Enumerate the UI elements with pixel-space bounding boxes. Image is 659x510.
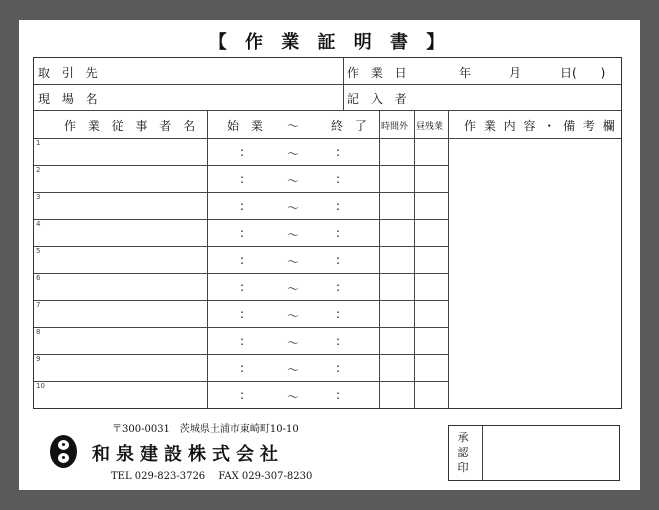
recorder-field[interactable]	[414, 86, 614, 108]
approval-stamp-area[interactable]	[485, 428, 617, 478]
start-colon: :	[240, 307, 245, 321]
day-label: 日( )	[560, 66, 606, 80]
approval-char-2: 認	[457, 446, 469, 459]
start-column-header: 始 業	[227, 119, 267, 133]
time-tilde: 〜	[287, 282, 300, 296]
divider	[34, 84, 621, 85]
certificate-table	[33, 57, 622, 409]
table-row[interactable]	[34, 219, 448, 246]
time-tilde: 〜	[287, 174, 300, 188]
end-colon: :	[336, 172, 341, 186]
time-tilde: 〜	[287, 309, 300, 323]
time-tilde: 〜	[287, 228, 300, 242]
time-tilde: 〜	[287, 255, 300, 269]
year-label: 年	[459, 66, 476, 80]
start-colon: :	[240, 334, 245, 348]
divider	[34, 110, 621, 111]
approval-char-1: 承	[457, 431, 469, 444]
document-title: 【 作 業 証 明 書 】	[208, 32, 451, 53]
table-row[interactable]	[34, 300, 448, 327]
start-colon: :	[240, 172, 245, 186]
night-column-header: 昼残業	[416, 122, 444, 132]
time-tilde: 〜	[287, 363, 300, 377]
approval-char-3: 印	[457, 461, 469, 474]
company-name: 和泉建設株式会社	[92, 444, 284, 465]
row-number: 1	[36, 139, 41, 147]
row-number: 6	[36, 274, 41, 282]
row-number: 8	[36, 328, 41, 336]
start-colon: :	[240, 388, 245, 402]
start-colon: :	[240, 361, 245, 375]
end-colon: :	[336, 307, 341, 321]
site-label: 現 場 名	[38, 92, 102, 106]
table-row[interactable]	[34, 165, 448, 192]
divider	[343, 58, 344, 110]
table-row[interactable]	[34, 327, 448, 354]
start-colon: :	[240, 226, 245, 240]
start-colon: :	[240, 145, 245, 159]
end-colon: :	[336, 280, 341, 294]
table-row[interactable]	[34, 354, 448, 381]
month-label: 月	[509, 66, 526, 80]
start-colon: :	[240, 280, 245, 294]
company-logo	[50, 435, 77, 468]
table-row[interactable]	[34, 192, 448, 219]
row-number: 7	[36, 301, 41, 309]
divider	[448, 110, 449, 408]
company-phone-fax: TEL 029-823-3726 FAX 029-307-8230	[111, 471, 313, 482]
end-column-header: 終 了	[331, 119, 371, 133]
time-tilde: 〜	[287, 390, 300, 404]
table-row[interactable]	[34, 381, 448, 408]
tilde-column-header: 〜	[287, 119, 304, 133]
table-row[interactable]	[34, 273, 448, 300]
row-number: 4	[36, 220, 41, 228]
table-row[interactable]	[34, 246, 448, 273]
client-label: 取 引 先	[38, 66, 102, 80]
overtime-column-header: 時間外	[381, 122, 409, 132]
row-number: 3	[36, 193, 41, 201]
client-field[interactable]	[104, 60, 339, 82]
divider	[482, 426, 483, 480]
end-colon: :	[336, 145, 341, 159]
work-certificate-sheet	[19, 20, 640, 490]
time-tilde: 〜	[287, 336, 300, 350]
end-colon: :	[336, 253, 341, 267]
row-number: 5	[36, 247, 41, 255]
approval-stamp-box	[448, 425, 620, 481]
row-number: 9	[36, 355, 41, 363]
row-number: 2	[36, 166, 41, 174]
worker-column-header: 作 業 従 事 者 名	[64, 119, 200, 133]
time-tilde: 〜	[287, 201, 300, 215]
start-colon: :	[240, 199, 245, 213]
time-tilde: 〜	[287, 147, 300, 161]
row-number: 10	[36, 382, 45, 390]
table-row[interactable]	[34, 138, 448, 165]
end-colon: :	[336, 361, 341, 375]
end-colon: :	[336, 199, 341, 213]
work-date-label: 作 業 日	[347, 66, 411, 80]
start-colon: :	[240, 253, 245, 267]
notes-field[interactable]	[452, 142, 617, 404]
company-address: 〒300-0031 茨城県土浦市東崎町10-10	[112, 424, 299, 435]
notes-column-header: 作 業 内 容 ・ 備 考 欄	[464, 119, 617, 133]
end-colon: :	[336, 388, 341, 402]
recorder-label: 記 入 者	[347, 92, 411, 106]
site-field[interactable]	[104, 86, 339, 108]
approval-label	[457, 430, 469, 475]
end-colon: :	[336, 334, 341, 348]
end-colon: :	[336, 226, 341, 240]
